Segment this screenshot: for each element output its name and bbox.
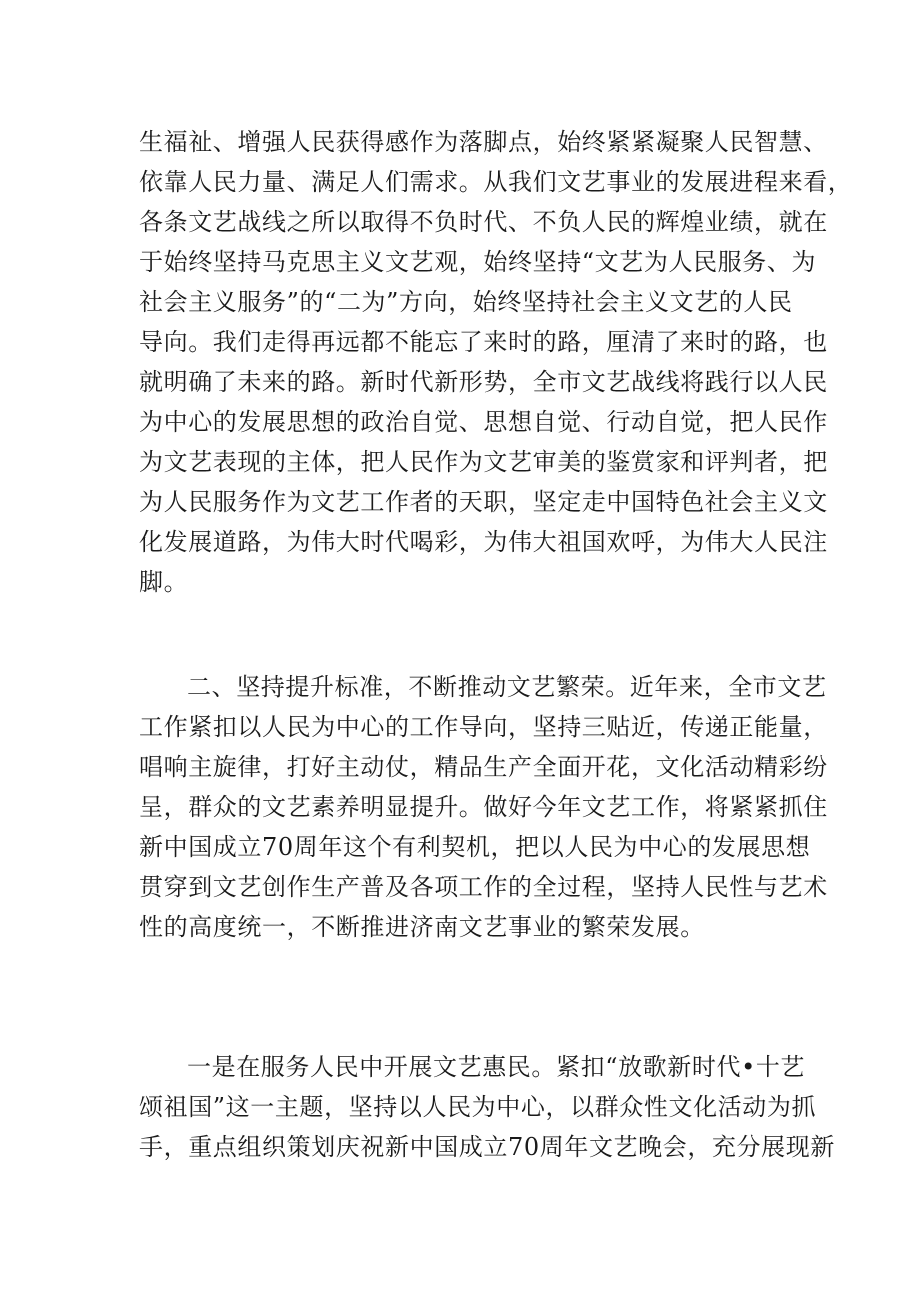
- text-line: 唱响主旋律，打好主动仗，精品生产全面开花，文化活动精彩纷: [139, 753, 828, 781]
- text-line: 为人民服务作为文艺工作者的天职，坚定走中国特色社会主义文: [139, 488, 828, 516]
- text-line: 于始终坚持马克思主义文艺观，始终坚持“文艺为人民服务、为: [139, 248, 817, 276]
- text-line: 化发展道路，为伟大时代喝彩，为伟大祖国欢呼，为伟大人民注: [139, 528, 828, 556]
- text-line: 为中心的发展思想的政治自觉、思想自觉、行动自觉，把人民作: [139, 408, 828, 436]
- text-line: 新中国成立70周年这个有利契机，把以人民为中心的发展思想: [139, 833, 811, 861]
- text-line: 贯穿到文艺创作生产普及各项工作的全过程，坚持人民性与艺术: [139, 873, 828, 901]
- text-line: 呈，群众的文艺素养明显提升。做好今年文艺工作，将紧紧抓住: [139, 793, 828, 821]
- paragraph-item-one: [139, 1047, 835, 1167]
- text-line: 导向。我们走得再远都不能忘了来时的路，厘清了来时的路，也: [139, 328, 828, 356]
- paragraph-people-oriented: [139, 122, 853, 602]
- item-heading-line: 一是在服务人民中开展文艺惠民。紧扣“放歌新时代•十艺: [187, 1053, 806, 1081]
- text-line: 社会主义服务”的“二为”方向，始终坚持社会主义文艺的人民: [139, 288, 793, 316]
- text-line: 脚。: [139, 568, 189, 596]
- text-line: 各条文艺战线之所以取得不负时代、不负人民的辉煌业绩，就在: [139, 208, 828, 236]
- text-line: 为文艺表现的主体，把人民作为文艺审美的鉴赏家和评判者，把: [139, 448, 828, 476]
- text-line: 颂祖国”这一主题，坚持以人民为中心，以群众性文化活动为抓: [139, 1093, 817, 1121]
- paragraph-section-two: [139, 667, 828, 947]
- text-line: 工作紧扣以人民为中心的工作导向，坚持三贴近，传递正能量，: [139, 713, 828, 741]
- text-line: 就明确了未来的路。新时代新形势，全市文艺战线将践行以人民: [139, 368, 828, 396]
- section-heading-line: 二、坚持提升标准，不断推动文艺繁荣。近年来，全市文艺: [187, 673, 827, 701]
- text-line: 性的高度统一，不断推进济南文艺事业的繁荣发展。: [139, 913, 705, 941]
- text-line: 手，重点组织策划庆祝新中国成立70周年文艺晚会，充分展现新: [139, 1133, 835, 1161]
- text-line: 生福祉、增强人民获得感作为落脚点，始终紧紧凝聚人民智慧、: [139, 128, 828, 156]
- text-line: 依靠人民力量、满足人们需求。从我们文艺事业的发展进程来看，: [139, 168, 853, 196]
